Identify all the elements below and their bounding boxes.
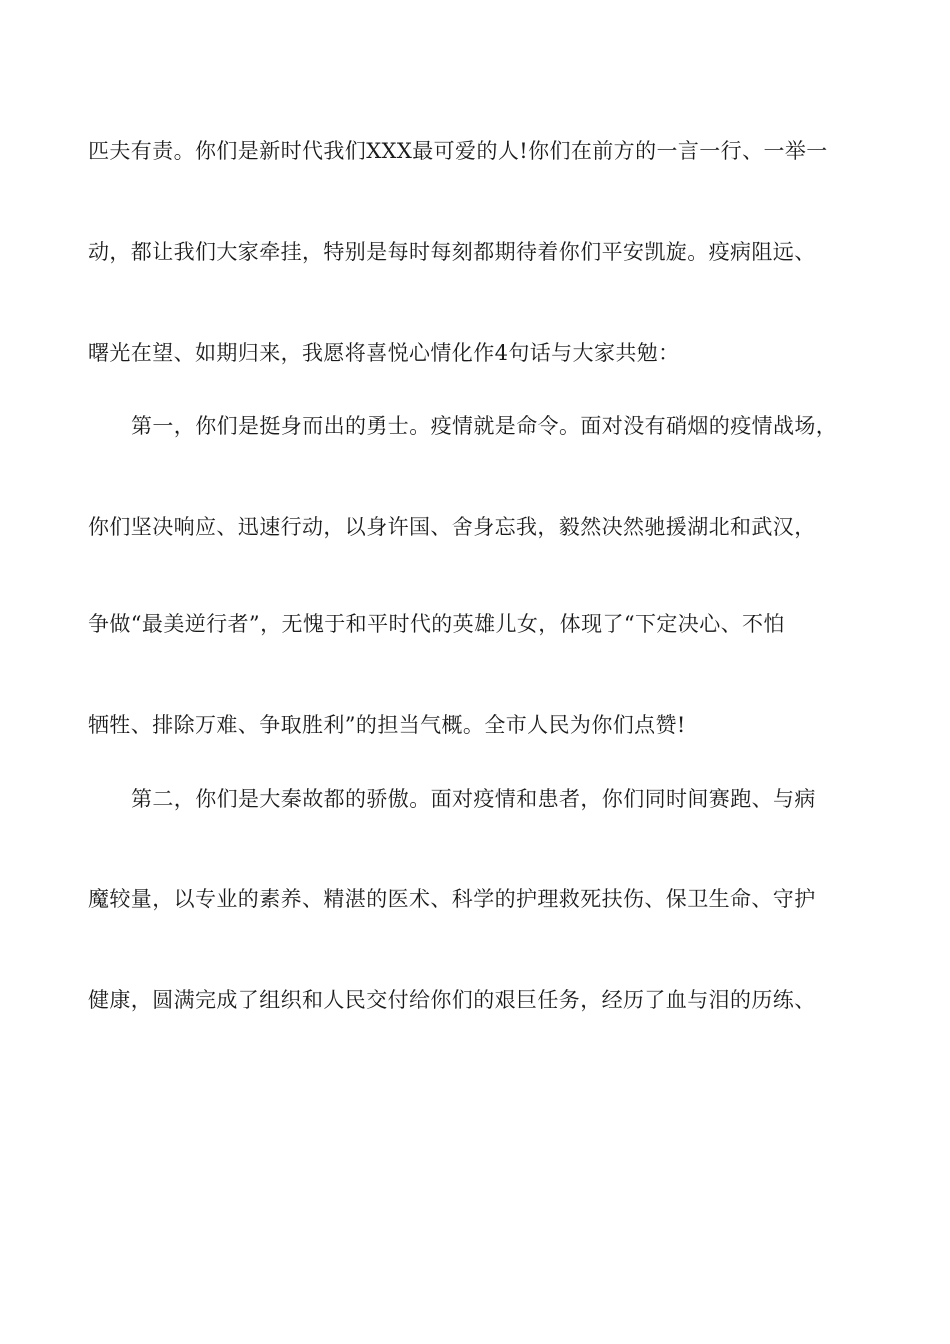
text-line: 你们坚决响应、迅速行动，以身许国、舍身忘我，毅然决然驰援湖北和武汉， [88,515,816,539]
text-line: 曙光在望、如期归来，我愿将喜悦心情化作4句话与大家共勉： [88,341,680,365]
text-line: 牺牲、排除万难、争取胜利”的担当气概。全市人民为你们点赞! [88,713,686,737]
paragraph-first-line: 第一，你们是挺身而出的勇士。疫情就是命令。面对没有硝烟的疫情战场， [131,414,838,438]
text-line: 动，都让我们大家牵挂，特别是每时每刻都期待着你们平安凯旋。疫病阻远、 [88,240,816,264]
text-line: 魔较量，以专业的素养、精湛的医术、科学的护理救死扶伤、保卫生命、守护 [88,887,816,911]
text-line: 健康，圆满完成了组织和人民交付给你们的艰巨任务，经历了血与泪的历练、 [88,988,816,1012]
paragraph-first-line: 第二，你们是大秦故都的骄傲。面对疫情和患者，你们同时间赛跑、与病 [131,787,816,811]
text-line: 匹夫有责。你们是新时代我们XXX最可爱的人!你们在前方的一言一行、一举一 [88,139,828,163]
text-line: 争做“最美逆行者”，无愧于和平时代的英雄儿女，体现了“下定决心、不怕 [88,612,785,636]
